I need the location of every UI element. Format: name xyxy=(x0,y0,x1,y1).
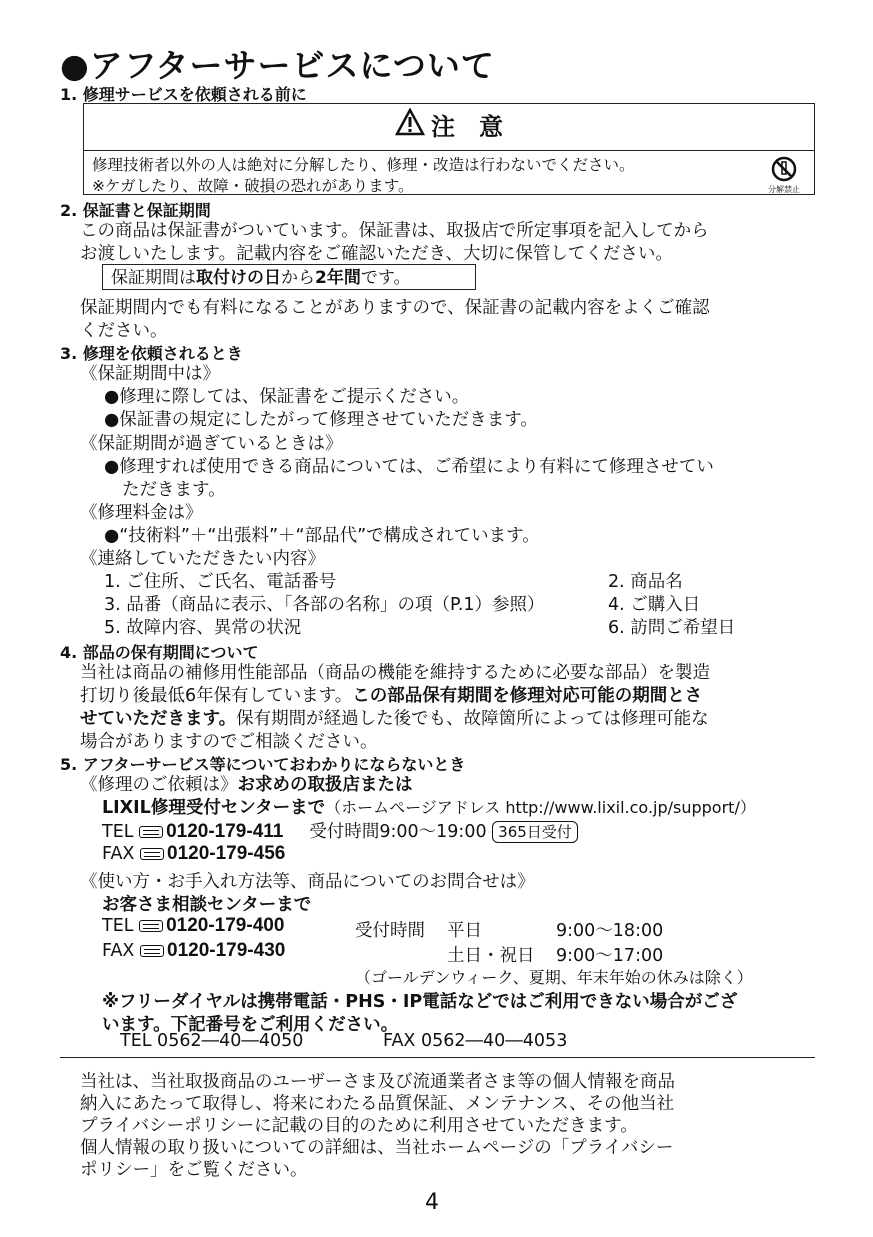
list-item: 2. 商品名 xyxy=(608,572,683,592)
repair-hours: 受付時間9:00〜19:00 xyxy=(309,822,487,842)
warranty-box-text: です。 xyxy=(360,268,411,288)
alt-tel-number[interactable]: TEL 0562―40―4050 xyxy=(120,1031,304,1051)
privacy-line-3: プライバシーポリシーに記載の目的のために利用させていただきます。 xyxy=(80,1116,638,1136)
repair-tel-line: TEL 0120-179-411 受付時間9:00〜19:00 365日受付 xyxy=(102,818,578,843)
parts-text-line-1: 当社は商品の補修用性能部品（商品の機能を維持するために必要な部品）を製造 xyxy=(80,663,710,683)
weekend-hours: 9:00〜17:00 xyxy=(556,946,664,966)
customer-center-label: お客さま相談センターまで xyxy=(102,895,312,915)
section-5-heading: 5. アフターサービス等についておわかりにならないとき xyxy=(60,755,466,774)
parts-text-line-3: せていただきます。保有期間が経過した後でも、故障箇所によっては修理可能な xyxy=(80,709,709,729)
list-item: 6. 訪問ご希望日 xyxy=(608,618,736,638)
warranty-period-box xyxy=(102,264,476,290)
warranty-note-line-2: ください。 xyxy=(80,321,168,341)
privacy-line-5: ポリシー」をご覧ください。 xyxy=(80,1160,308,1180)
caution-line-2: ※ケガしたり、故障・破損の恐れがあります。 xyxy=(92,177,414,195)
free-dial-note-line-1: ※フリーダイヤルは携帯電話・PHS・IP電話などではご利用できない場合がござ xyxy=(102,992,738,1012)
free-dial-icon xyxy=(140,848,164,860)
list-item: 4. ご購入日 xyxy=(608,595,701,615)
parts-text-line-2: 打切り後最低6年保有しています。この部品保有期間を修理対応可能の期間とさ xyxy=(80,686,703,706)
section-2-heading: 2. 保証書と保証期間 xyxy=(60,201,211,220)
weekday-label: 平日 xyxy=(447,921,482,941)
free-dial-icon xyxy=(140,945,164,957)
hours-label: 受付時間 xyxy=(355,921,425,941)
365-days-badge: 365日受付 xyxy=(492,821,578,843)
usage-inquiry-label: 《使い方・お手入れ方法等、商品についてのお問合せは》 xyxy=(80,872,535,892)
privacy-line-1: 当社は、当社取扱商品のユーザーさま及び流通業者さま等の個人情報を商品 xyxy=(80,1072,675,1092)
repair-tel-number[interactable]: 0120-179-411 xyxy=(166,821,284,842)
support-url: （ホームページアドレス http://www.lixil.co.jp/support/） xyxy=(325,798,756,817)
list-item: 1. ご住所、ご氏名、電話番号 xyxy=(104,572,337,592)
list-item: ただきます。 xyxy=(122,480,226,500)
caution-line-1: 修理技術者以外の人は絶対に分解したり、修理・改造は行わないでください。 xyxy=(92,156,635,174)
alt-fax-number[interactable]: FAX 0562―40―4053 xyxy=(383,1031,568,1051)
section-4-heading: 4. 部品の保有期間について xyxy=(60,643,259,662)
caution-header xyxy=(84,104,814,151)
no-disassembly-label: 分解禁止 xyxy=(768,185,800,194)
customer-fax-number[interactable]: 0120-179-430 xyxy=(167,940,286,961)
section-3-heading: 3. 修理を依頼されるとき xyxy=(60,344,243,363)
caution-title: 注 意 xyxy=(431,113,503,141)
free-dial-icon xyxy=(139,826,163,838)
warranty-box-period: 2年間 xyxy=(315,268,361,288)
free-dial-note-line-2: います。下記番号をご利用ください。 xyxy=(102,1015,399,1035)
list-item: ●修理すれば使用できる商品については、ご希望により有料にて修理させてい xyxy=(104,457,714,477)
page-title: ●アフターサービスについて xyxy=(60,46,495,85)
warranty-box-start: 取付けの日 xyxy=(196,268,281,288)
privacy-line-2: 納入にあたって取得し、将来にわたる品質保証、メンテナンス、その他当社 xyxy=(80,1094,675,1114)
weekend-label: 土日・祝日 xyxy=(447,946,535,966)
repair-fee-label: 《修理料金は》 xyxy=(80,503,203,523)
warranty-box-text: から xyxy=(281,268,315,288)
no-disassembly-mark xyxy=(764,156,804,195)
in-warranty-label: 《保証期間中は》 xyxy=(80,364,220,384)
warranty-text-line-1: この商品は保証書がついています。保証書は、取扱店で所定事項を記入してから xyxy=(80,221,709,241)
list-item: ●修理に際しては、保証書をご提示ください。 xyxy=(104,387,470,407)
warranty-note-line-1: 保証期間内でも有料になることがありますので、保証書の記載内容をよくご確認 xyxy=(80,298,710,318)
warning-triangle-icon xyxy=(395,105,425,151)
free-dial-icon xyxy=(139,920,163,932)
customer-tel-number[interactable]: 0120-179-400 xyxy=(166,915,285,936)
no-disassembly-icon xyxy=(771,156,797,182)
after-warranty-label: 《保証期間が過ぎているときは》 xyxy=(80,434,343,454)
holiday-note: （ゴールデンウィーク、夏期、年末年始の休みは除く） xyxy=(355,968,753,987)
page-number: 4 xyxy=(425,1190,439,1215)
repair-center-line: LIXIL修理受付センターまで（ホームページアドレス http://www.lixil.co.jp/support/） xyxy=(102,798,756,818)
warranty-box-text: 保証期間は xyxy=(111,268,196,288)
customer-fax-line: FAX 0120-179-430 xyxy=(102,940,286,961)
warranty-text-line-2: お渡しいたします。記載内容をご確認いただき、大切に保管してください。 xyxy=(80,244,673,264)
parts-text-line-4: 場合がありますのでご相談ください。 xyxy=(80,732,378,752)
privacy-line-4: 個人情報の取り扱いについての詳細は、当社ホームページの「プライバシー xyxy=(80,1138,674,1158)
list-item: ●保証書の規定にしたがって修理させていただきます。 xyxy=(104,410,538,430)
list-item: 3. 品番（商品に表示、「各部の名称」の項（P.1）参照） xyxy=(104,595,545,615)
repair-fax-line: FAX 0120-179-456 xyxy=(102,843,286,864)
section-1-heading: 1. 修理サービスを依頼される前に xyxy=(60,85,307,104)
caution-box xyxy=(83,103,815,195)
repair-fax-number[interactable]: 0120-179-456 xyxy=(167,843,286,864)
divider xyxy=(60,1057,815,1058)
customer-tel-line: TEL 0120-179-400 xyxy=(102,915,285,936)
contact-info-label: 《連絡していただきたい内容》 xyxy=(80,549,325,569)
weekday-hours: 9:00〜18:00 xyxy=(556,921,664,941)
repair-request-line: 《修理のご依頼は》お求めの取扱店または xyxy=(80,775,413,795)
list-item: ●“技術料”＋“出張料”＋“部品代”で構成されています。 xyxy=(104,526,540,546)
list-item: 5. 故障内容、異常の状況 xyxy=(104,618,302,638)
